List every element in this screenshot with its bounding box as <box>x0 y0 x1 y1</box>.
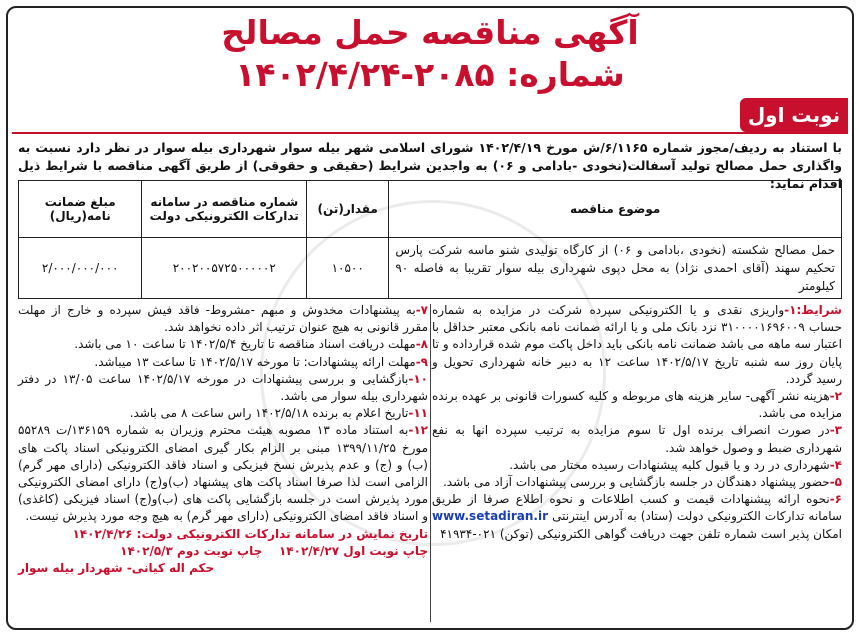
table-row <box>19 238 842 299</box>
col-subject: موضوع مناقصه <box>389 181 842 238</box>
intro-paragraph: با استناد به ردیف/مجوز شماره ۶/۱۱۶۵/ش مورخ ۱۴۰۲/۴/۱۹ شورای اسلامی شهر بیله سوار شهرداری بیله سوار در نظر دارد نسبت به واگذاری حمل مصالح تولید آسفالت(نخودی -بادامی و ۰۶) به واجدین شرایط (حقیقی و حقوقی) از طریق آگهی مناقصه با شرایط ذیل اقدام نماید: <box>18 140 842 191</box>
signature: حکم اله کیانی- شهردار بیله سوار <box>18 561 215 576</box>
condition-item: ۹-مهلت ارائه پیشنهادات: تا مورخه ۱۴۰۲/۵/۱۷ تا ساعت ۱۳ میباشد. <box>94 354 428 369</box>
col-tender-number: شماره مناقصه در سامانه تدارکات الکترونیکی دولت <box>142 181 307 238</box>
column-divider <box>430 304 431 622</box>
conditions-left-column <box>18 302 428 577</box>
cell-tender-number: ۲۰۰۲۰۰۵۷۲۵۰۰۰۰۰۲ <box>142 238 307 299</box>
header-rule <box>12 132 848 134</box>
condition-item: ۷-به پیشنهادات مخدوش و مبهم -مشروط- فاقد فیش سپرده و خارج از مهلت مقرر قانونی به هیچ عنوان ترتیب اثر داده نخواهد شد. <box>18 303 428 335</box>
condition-item: ۱۱-تاریخ اعلام به برنده ۱۴۰۲/۵/۱۸ راس ساعت ۸ می باشد. <box>129 406 428 421</box>
col-guarantee: مبلغ ضمانت نامه(ریال) <box>19 181 142 238</box>
condition-item: ۳-در صورت انصراف برنده اول تا سوم مزایده به ترتیب سپرده انها به نفع شهرداری ضبط و وصول خواهد شد. <box>432 423 842 455</box>
conditions-label: شرایط: <box>796 303 842 317</box>
print-second: چاپ نوبت دوم ۱۴۰۲/۵/۳ <box>120 543 263 558</box>
condition-item: ۵-حضور پیشنهاد دهندگان در جلسه بازگشایی و بررسی پیشنهادات آزاد می باشد. <box>442 475 842 490</box>
condition-item: شرایط:۱-واریزی نقدی و یا الکترونیکی سپرده شرکت در مزایده به شماره حساب ۳۱۰۰۰۰۱۶۹۶۰۰۹ نزد بانک ملی و یا ارائه ضمانت نامه بانکی معتبر حداقل با اعتبار سه ماهه می باشد ضمانت نامه بانکی باید داخل پاکت موم شده قرارداده و تا پایان روز سه شنبه تاریخ ۱۴۰۲/۵/۱۷ ساعت ۱۲ به دبیر خانه شهرداری تحویل و رسید گردد. <box>432 303 842 386</box>
notice-title: آگهی مناقصه حمل مصالح <box>221 13 639 52</box>
table-header-row <box>19 181 842 238</box>
conditions-right-column <box>432 302 842 543</box>
first-round-badge: نوبت اول <box>740 98 848 132</box>
condition-item: ۱۰-بازگشایی و بررسی پیشنهادات در مورخه ۱۴۰۲/۵/۱۷ ساعت ۱۳/۰۵ در دفتر شهرداری بیله سوار می باشد. <box>18 371 429 404</box>
cell-guarantee: ۲/۰۰۰/۰۰۰/۰۰۰ <box>19 238 142 299</box>
notice-number: شماره: ۲۰۸۵-۱۴۰۲/۴/۲۴ <box>235 55 625 94</box>
tender-table <box>18 180 842 299</box>
condition-item: ۸-مهلت دریافت اسناد مناقصه تا تاریخ ۱۴۰۲/۵/۴ تا ساعت ۱۰ می باشد. <box>74 337 428 352</box>
notice-header <box>0 12 860 96</box>
condition-item: ۱۲-به استناد ماده ۱۳ مصوبه هیئت محترم وزیران به شماره ۱۳۶۱۵۹/ت ۵۵۲۸۹ مورخ ۱۳۹۹/۱۱/۲۵ مبنی بر الزام بکار گیری امضای الکترونیکی اسناد پاکت های (ب) و (ج) و عدم پذیرش نسخ فیزیکی و اسناد فاقد الکترونیکی (دارای مهر گرم) الزامی است لذا صرفا اسناد پاکت های پیشنهاد (ب)و(ج) دارای امضای الکترونیکی مورد پذیرش است در جلسه بازگشایی پاکت های (ب)و(ج) اسناد فیزیکی (کاغذی) و اسناد فاقد امضای الکترونیکی (دارای مهر گرم) به هیچ وجه مورد پذیرش نیست. <box>18 423 429 524</box>
print-dates <box>18 543 428 560</box>
condition-item: ۴-شهرداری در رد و یا قبول کلیه پیشنهادات رسیده مختار می باشد. <box>509 457 842 472</box>
setadiran-link[interactable]: www.setadiran.ir <box>432 509 549 524</box>
publish-date: تاریخ نمایش در سامانه تدارکات الکترونیکی دولت: ۱۴۰۲/۴/۲۶ <box>72 526 428 541</box>
print-first: چاپ نوبت اول ۱۴۰۲/۴/۲۷ <box>278 543 428 558</box>
cell-subject: حمل مصالح شکسته (نخودی ،بادامی و ۰۶) از کارگاه تولیدی شنو ماسه شرکت پارس تحکیم سهند (آقای احمدی نژاد) به محل دپوی شهرداری بیله سوار تقریبا به فاصله ۹۰ کیلومتر <box>389 238 842 299</box>
cell-quantity: ۱۰۵۰۰ <box>307 238 389 299</box>
condition-item: ۶-نحوه ارائه پیشنهادات قیمت و کسب اطلاعات و نحوه اطلاع صرفا از طریق سامانه تدارکات الکترونیکی دولت (ستاد) به آدرس اینترنتی www.setadiran.ir امکان پذیر است شماره تلفن جهت دریافت گواهی الکترونیکی (توکن) ۰۲۱-۴۱۹۳۴ <box>432 492 842 541</box>
col-quantity: مقدار(تن) <box>307 181 389 238</box>
condition-item: ۲-هزینه نشر آگهی- سایر هزینه های مربوطه و کلیه کسورات قانونی بر عهده برنده مزایده می باشد. <box>432 389 842 421</box>
